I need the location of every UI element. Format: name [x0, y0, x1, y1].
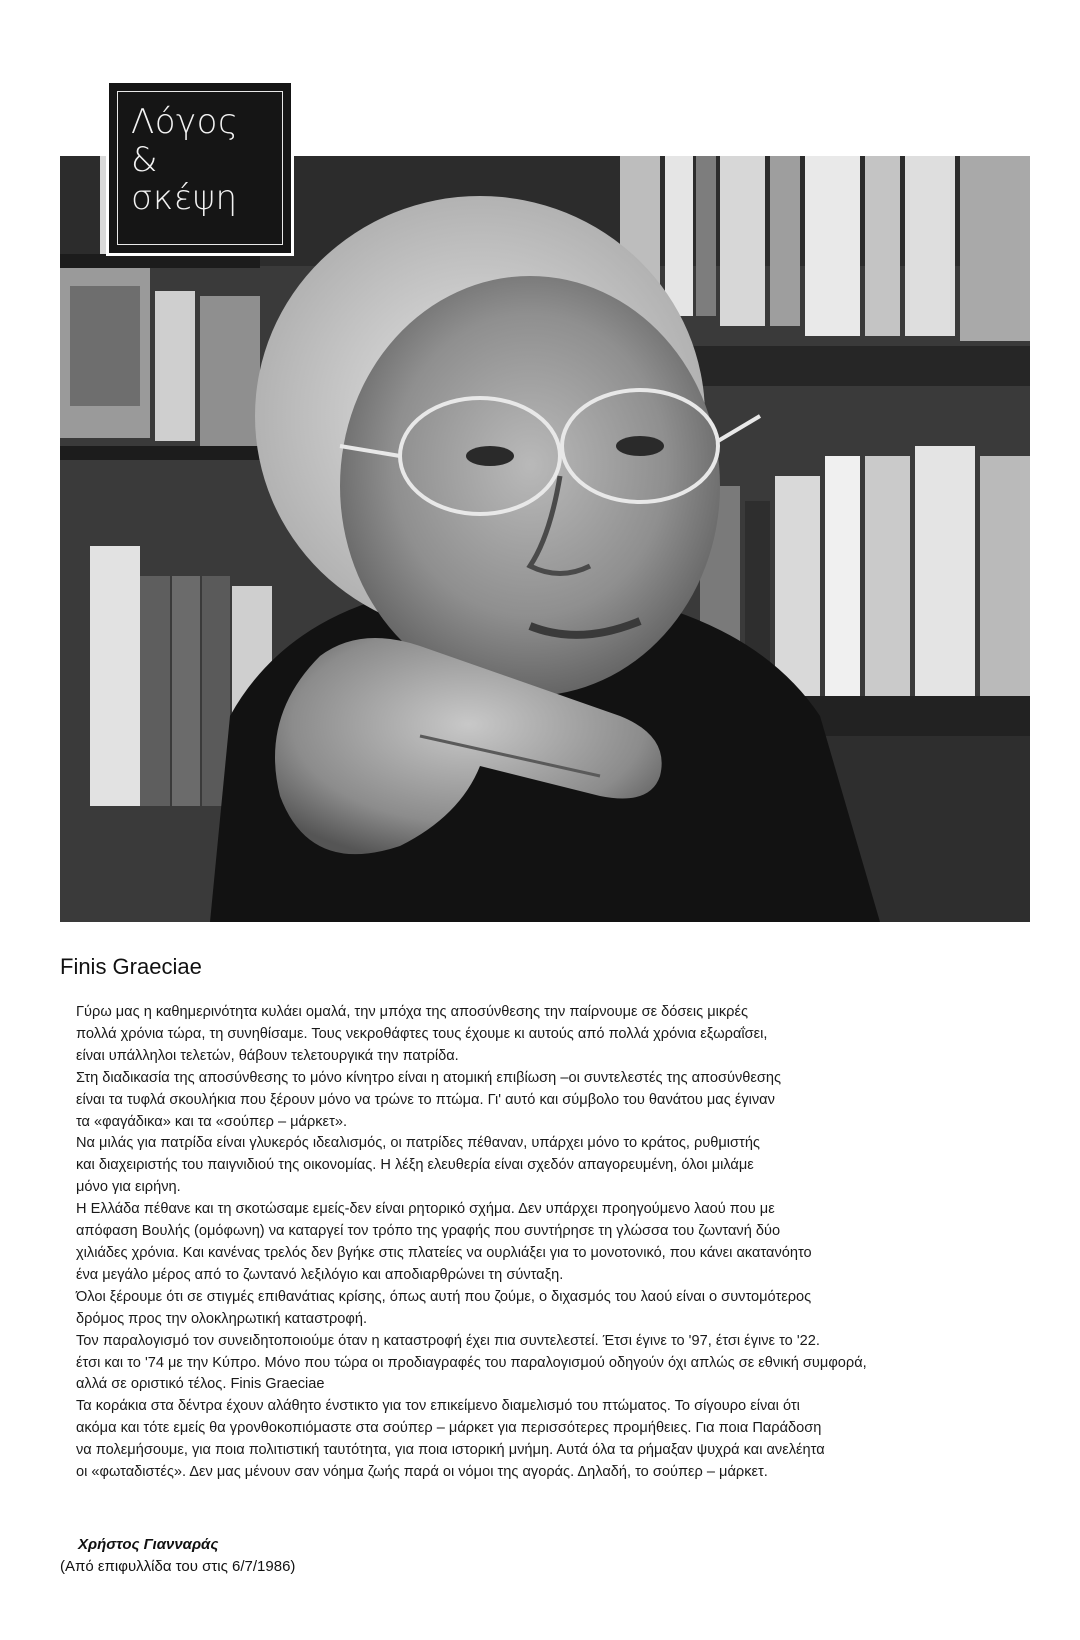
body-line: να πολεμήσουμε, για ποια πολιτιστική ταυτότητα, για ποια ιστορική μνήμη. Αυτά όλα τα ρήμαξαν ψυχρά και ανελέητα [76, 1442, 825, 1459]
portrait-photo-illustration [60, 156, 1030, 922]
portrait-photo [60, 156, 1030, 922]
body-line: Τον παραλογισμό τον συνειδητοποιούμε όταν η καταστροφή έχει πια συντελεστεί. Έτσι έγινε το '97, έτσι έγινε το '22. [76, 1332, 820, 1349]
body-line: Όλοι ξέρουμε ότι σε στιγμές επιθανάτιας κρίσης, όπως αυτή που ζούμε, ο διχασμός του λαού είναι ο συντομότερος [76, 1288, 812, 1305]
body-line: είναι υπάλληλοι τελετών, θάβουν τελετουργικά την πατρίδα. [76, 1047, 459, 1064]
body-line: δρόμος προς την ολοκληρωτική καταστροφή. [76, 1310, 368, 1327]
body-line: Γύρω μας η καθημερινότητα κυλάει ομαλά, την μπόχα της αποσύνθεσης την παίρνουμε σε δόσεις μικρές [76, 1004, 749, 1020]
logo-text [131, 103, 238, 217]
column-logo [106, 80, 294, 256]
body-line: και διαχειριστής του παιγνιδιού της οικονομίας. Η λέξη ελευθερία είναι σχεδόν απαγορευμένη, όλοι μιλάμε [76, 1157, 754, 1174]
body-line: Τα κοράκια στα δέντρα έχουν αλάθητο ένστικτο για τον επικείμενο διαμελισμό του πτώματος. Το σίγουρο είναι ότι [76, 1398, 800, 1415]
logo-word-logos: Λόγος [131, 102, 239, 142]
body-line: οι «φωταδιστές». Δεν μας μένουν σαν νόημα ζωής παρά οι νόμοι της αγοράς. Δηλαδή, το σούπερ – μάρκετ. [76, 1464, 768, 1481]
body-line: πολλά χρόνια τώρα, τη συνηθίσαμε. Τους νεκροθάφτες τους έχουμε κι αυτούς από πολλά χρόνια εξωραΐσει, [76, 1025, 768, 1042]
body-line: χιλιάδες χρόνια. Και κανένας τρελός δεν βγήκε στις πλατείες να ουρλιάξει για το μονοτονικό, που κάνει ακατανόητο [76, 1244, 812, 1261]
article-title: Finis Graeciae [60, 954, 202, 979]
body-line: ένα μεγάλο μέρος από το ζωντανό λεξιλόγιο και αποδιαρθρώνει τη σύνταξη. [76, 1266, 564, 1283]
body-line: τα «φαγάδικα» και τα «σούπερ – μάρκετ». [76, 1113, 348, 1130]
source-note: (Από επιφυλλίδα του στις 6/7/1986) [60, 1558, 296, 1575]
body-line: είναι τα τυφλά σκουλήκια που ξέρουν μόνο να τρώνε το πτώμα. Γι' αυτό και σύμβολο του θανάτου μας έγιναν [76, 1091, 775, 1108]
author-name: Χρήστος Γιανναράς [78, 1536, 219, 1553]
article-body [76, 1002, 956, 1484]
logo-word-skepsi: σκέψη [131, 178, 238, 218]
body-line: ακόμα και τότε εμείς θα γρονθοκοπιόμαστε στα σούπερ – μάρκετ για περισσότερες προμήθειες. Για ποια Παράδοση [76, 1420, 822, 1437]
body-line: απόφαση Βουλής (ομόφωνη) να καταργεί τον τρόπο της γραφής που συντήρησε τη γλώσσα του ζωντανή δύο [76, 1223, 781, 1240]
body-line: αλλά σε οριστικό τέλος. Finis Graeciae [76, 1376, 325, 1393]
body-line: έτσι και το '74 με την Κύπρο. Μόνο που τώρα οι προδιαγραφές του παραλογισμού οδηγούν όχι απλώς σε εθνική συμφορά, [76, 1354, 867, 1371]
body-line: Η Ελλάδα πέθανε και τη σκοτώσαμε εμείς-δεν είναι ρητορικό σχήμα. Δεν υπάρχει προηγούμενο λαού που με [76, 1201, 775, 1218]
body-line: Στη διαδικασία της αποσύνθεσης το μόνο κίνητρο είναι η ατομική επιβίωση –οι συντελεστές της αποσύνθεσης [76, 1069, 782, 1086]
body-line: Να μιλάς για πατρίδα είναι γλυκερός ιδεαλισμός, οι πατρίδες πέθαναν, υπάρχει μόνο το κράτος, ρυθμιστής [76, 1135, 760, 1152]
logo-ampersand: & [131, 140, 159, 180]
body-line: μόνο για ειρήνη. [76, 1179, 181, 1196]
